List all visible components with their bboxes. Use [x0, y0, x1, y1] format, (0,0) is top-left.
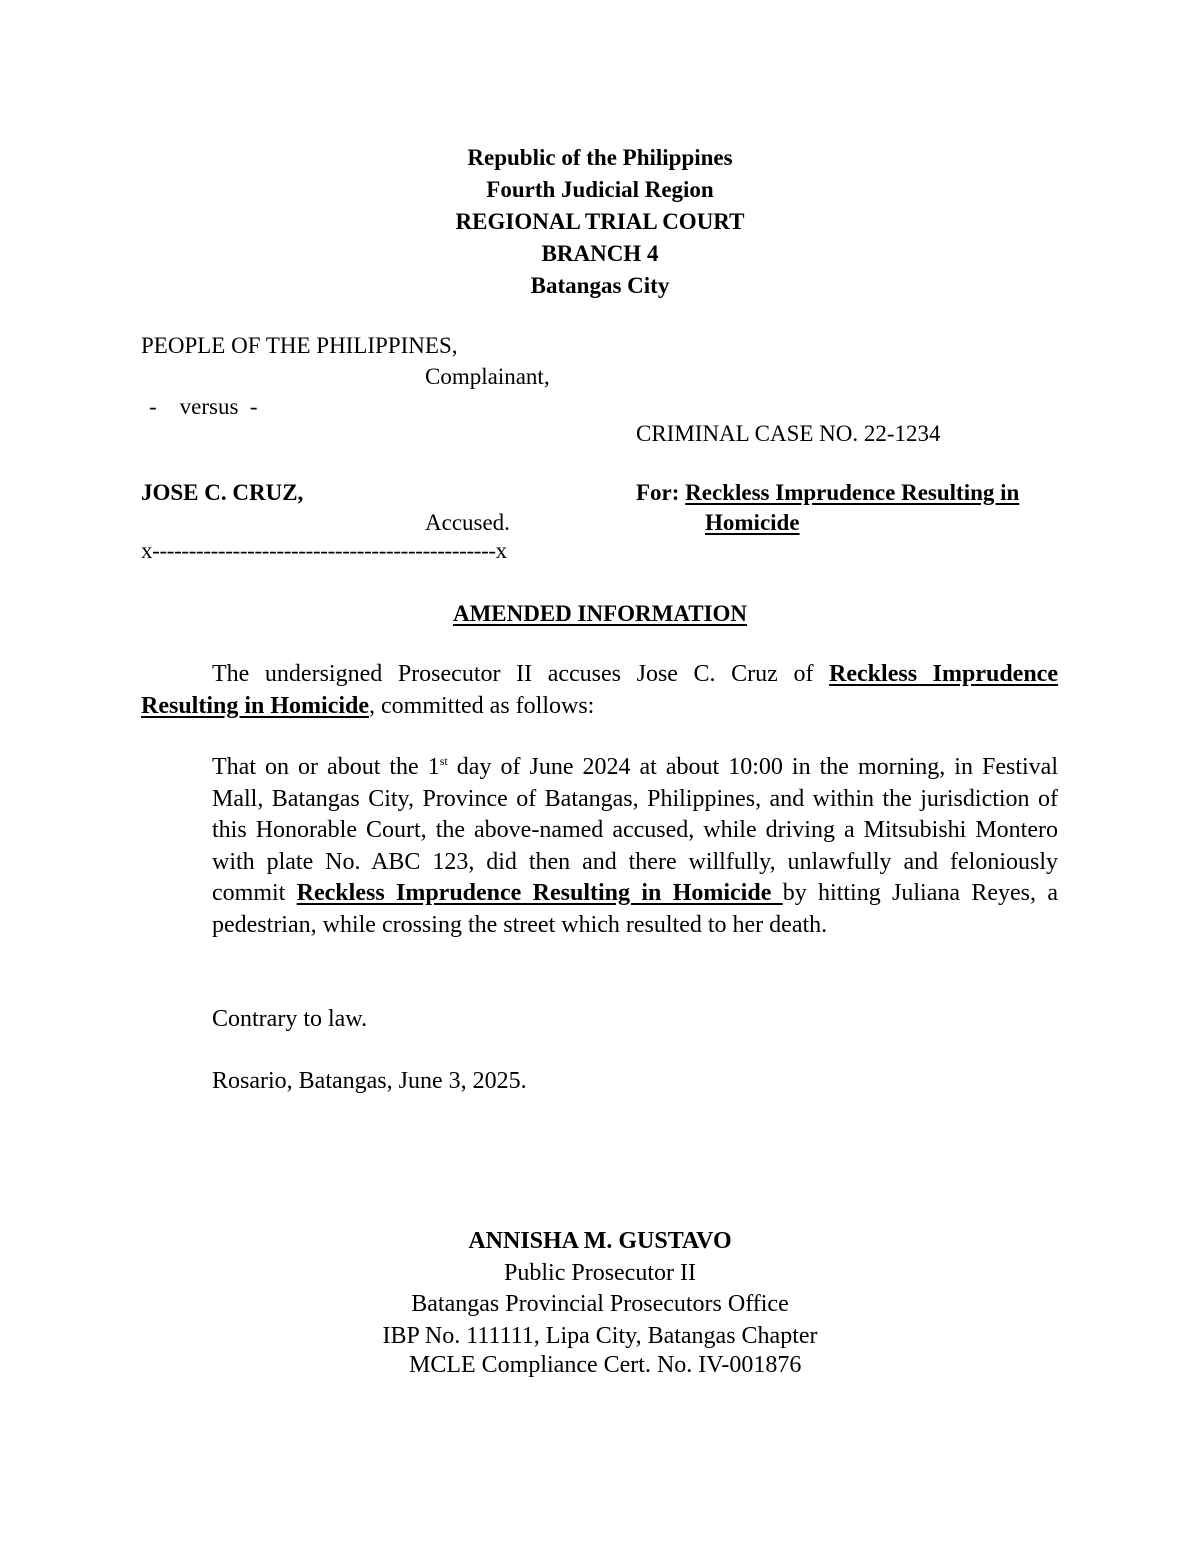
closing-statement: Contrary to law. — [212, 1006, 368, 1032]
intro-offense: Reckless Imprudence Resulting in Homicide — [141, 661, 1058, 719]
body-text-part3: by hitting Juliana Reyes, a pedestrian, while crossing the street which resulted to her death. — [212, 880, 1058, 938]
for-label: For: — [636, 480, 680, 505]
plaintiff-name: PEOPLE OF THE PHILIPPINES, — [141, 333, 458, 358]
intro-text-after: , committed as follows: — [369, 693, 595, 719]
signatory-mcle: MCLE Compliance Cert. No. IV-001876 — [409, 1352, 802, 1378]
place-date: Rosario, Batangas, June 3, 2025. — [212, 1068, 527, 1094]
header-region: Fourth Judicial Region — [486, 177, 714, 202]
intro-paragraph — [141, 658, 1058, 722]
body-offense: Reckless Imprudence Resulting in Homicide — [296, 880, 783, 907]
document-title: AMENDED INFORMATION — [452, 601, 748, 626]
offense-charge — [636, 480, 1019, 506]
case-number: CRIMINAL CASE NO. 22-1234 — [636, 421, 941, 446]
signatory-ibp: IBP No. 111111, Lipa City, Batangas Chapter — [382, 1323, 818, 1349]
header-court: REGIONAL TRIAL COURT — [455, 209, 745, 234]
accused-name: JOSE C. CRUZ, — [141, 480, 304, 505]
caption-separator: x-----------------------------------------------x — [141, 538, 507, 563]
accused-role: Accused. — [425, 510, 510, 535]
offense-title-line1: Reckless Imprudence Resulting in — [685, 480, 1020, 505]
signatory-name: ANNISHA M. GUSTAVO — [468, 1228, 732, 1254]
plaintiff-role: Complainant, — [425, 364, 550, 389]
body-text-part2: day of June 2024 at about 10:00 in the morning, in Festival Mall, Batangas City, Province of Batangas, Philippines, and within the jurisdiction of this Honorable Court, the above-named accused, while driving a Mitsubishi Montero with plate No. ABC 123, did then and there willfully, unlawfully and feloniously commit — [212, 754, 1058, 907]
signatory-title: Public Prosecutor II — [504, 1260, 696, 1286]
versus-label: - versus - — [149, 394, 258, 419]
header-city: Batangas City — [530, 273, 670, 298]
body-text-part1: That on or about the 1 — [212, 754, 440, 780]
ordinal-suffix: st — [439, 754, 448, 768]
offense-title-line2: Homicide — [705, 510, 800, 535]
header-republic: Republic of the Philippines — [467, 145, 733, 170]
body-paragraph — [212, 752, 1058, 942]
intro-text-before: The undersigned Prosecutor II accuses Jose C. Cruz of — [212, 661, 830, 687]
signatory-office: Batangas Provincial Prosecutors Office — [411, 1291, 789, 1317]
header-branch: BRANCH 4 — [541, 241, 659, 266]
